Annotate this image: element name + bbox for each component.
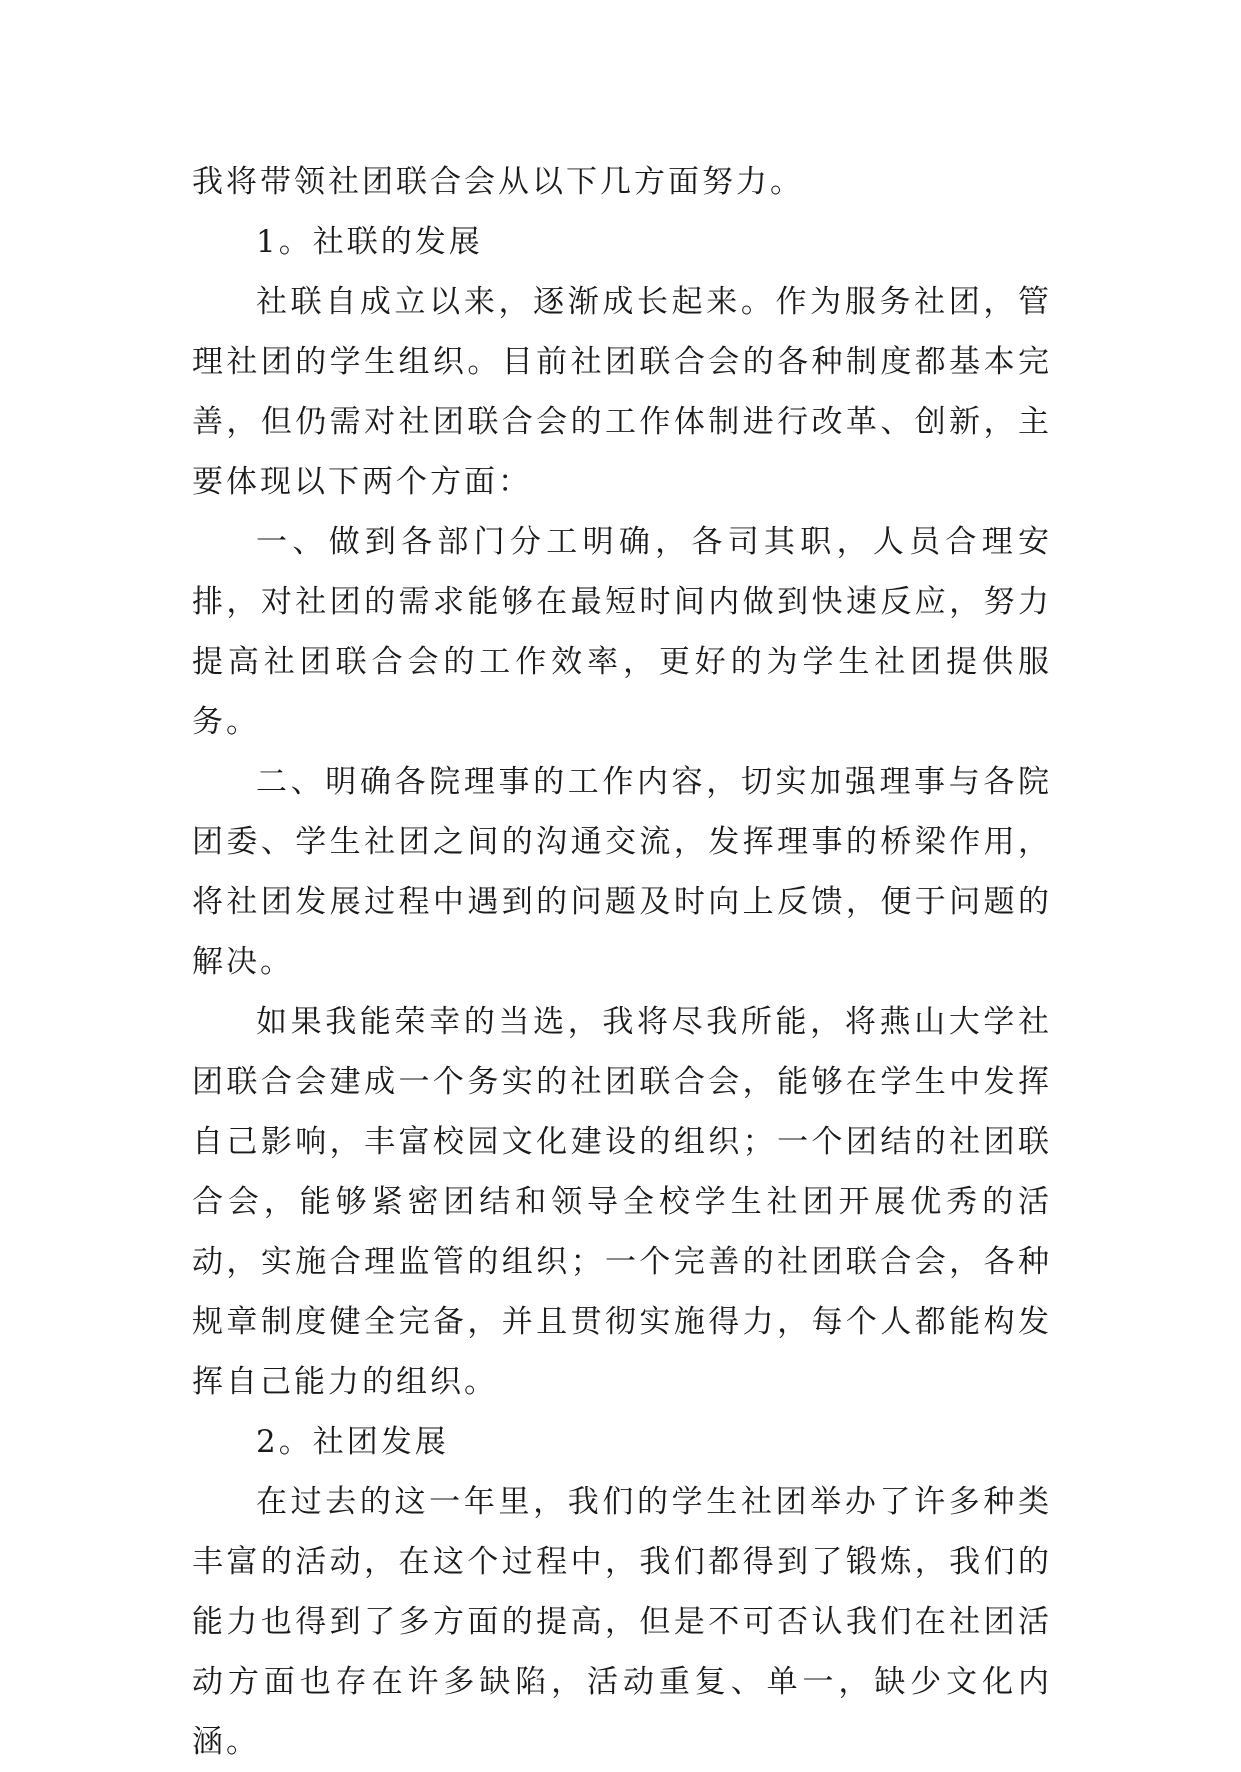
paragraph-intro: 我将带领社团联合会从以下几方面努力。	[192, 164, 804, 200]
document-body	[192, 152, 1052, 1772]
paragraph-point-1: 一、做到各部门分工明确，各司其职，人员合理安排，对社团的需求能够在最短时间内做到快速反应，努力提高社团联合会的工作效率，更好的为学生社团提供服务。	[192, 524, 1052, 740]
paragraph-section-2: 在过去的这一年里，我们的学生社团举办了许多种类丰富的活动，在这个过程中，我们都得到了锻炼，我们的能力也得到了多方面的提高，但是不可否认我们在社团活动方面也存在许多缺陷，活动重复、单一，缺少文化内涵。	[192, 1484, 1052, 1760]
paragraph-commitment: 如果我能荣幸的当选，我将尽我所能，将燕山大学社团联合会建成一个务实的社团联合会，能够在学生中发挥自己影响，丰富校园文化建设的组织；一个团结的社团联合会，能够紧密团结和领导全校学生社团开展优秀的活动，实施合理监管的组织；一个完善的社团联合会，各种规章制度健全完备，并且贯彻实施得力，每个人都能构发挥自己能力的组织。	[192, 1004, 1052, 1400]
section-heading-1: 1。社联的发展	[256, 224, 483, 260]
section-heading-2: 2。社团发展	[256, 1424, 449, 1460]
paragraph-point-2: 二、明确各院理事的工作内容，切实加强理事与各院团委、学生社团之间的沟通交流，发挥理事的桥梁作用，将社团发展过程中遇到的问题及时向上反馈，便于问题的解决。	[192, 764, 1052, 980]
paragraph-section-1: 社联自成立以来，逐渐成长起来。作为服务社团，管理社团的学生组织。目前社团联合会的各种制度都基本完善，但仍需对社团联合会的工作体制进行改革、创新，主要体现以下两个方面：	[192, 284, 1052, 500]
